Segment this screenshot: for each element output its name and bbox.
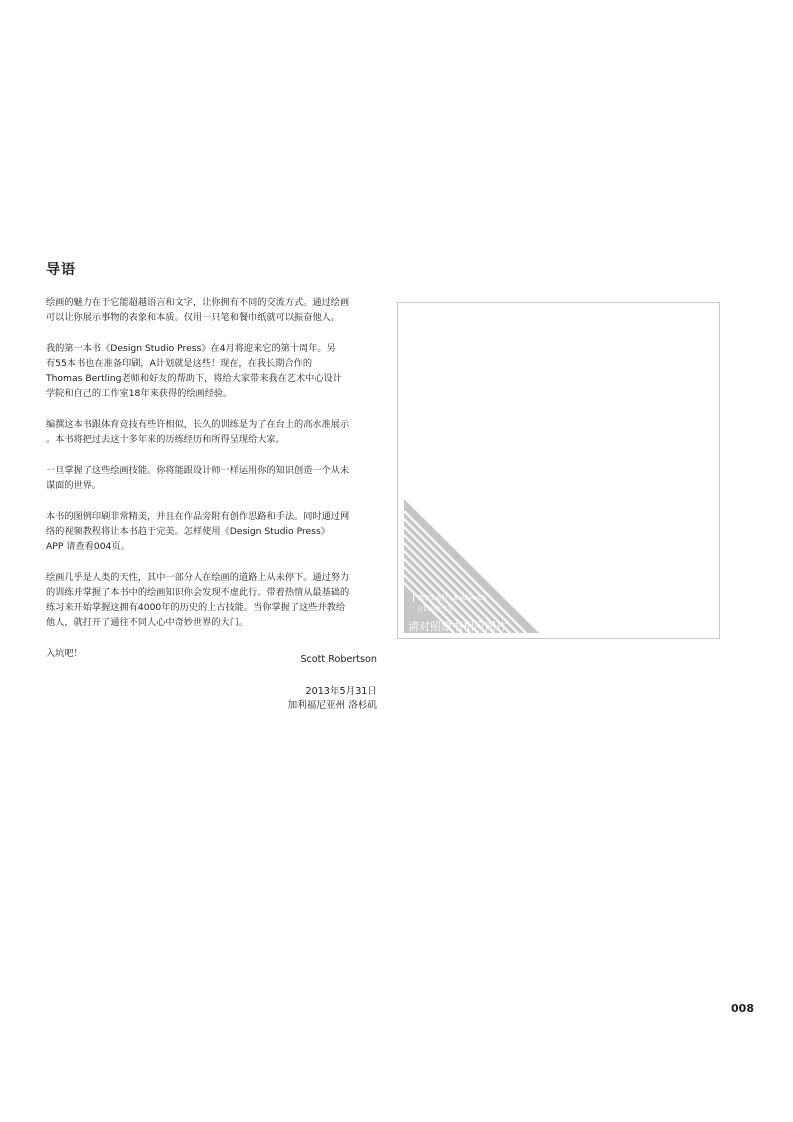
text-line: 本书的图例印刷非常精美，并且在作品旁附有创作思路和手法。同时通过网 <box>46 511 350 522</box>
text-line: 的训练并掌握了本书中的绘画知识你会发现不虚此行。带着热情从最基础的 <box>46 587 350 598</box>
watermark-note: 仅供内部学习 <box>417 606 454 613</box>
text-line: 绘画几乎是人类的天性，其中一部分人在绘画的道路上从未停下。通过努力 <box>46 572 350 583</box>
text-line: 入坑吧！ <box>46 648 83 659</box>
watermark-account: 微信公众号：MedlineCG <box>413 593 486 602</box>
text-line: Thomas Bertling老师和好友的帮助下，将给大家带来我在艺术中心设计 <box>46 373 342 384</box>
section-heading: 导语 <box>46 262 76 278</box>
text-line: 络的视频教程将让本书趋于完美。怎样使用《Design Studio Press》 <box>46 526 330 537</box>
text-line: 谋面的世界。 <box>46 480 102 491</box>
paragraph <box>46 570 378 630</box>
text-line: 编撰这本书跟体育竞技有些许相似，长久的训练是为了在台上的高水准展示 <box>46 419 350 430</box>
striped-triangle-graphic <box>398 303 718 637</box>
signature-date: 2013年5月31日 <box>305 686 377 697</box>
text-line: APP 请查看004页。 <box>46 541 130 552</box>
text-line: 。本书将把过去这十多年来的历练经历和所得呈现给大家。 <box>46 434 285 445</box>
text-line: 绘画的魅力在于它能超越语言和文字，让你拥有不同的交流方式。通过绘画 <box>46 297 350 308</box>
paragraph <box>46 295 378 325</box>
text-line: 可以让你展示事物的表象和本质。仅用一只笔和餐巾纸就可以振奋他人。 <box>46 312 340 323</box>
paragraph <box>46 341 378 401</box>
signature-place: 加利福尼亚州 洛杉矶 <box>287 700 377 711</box>
text-line: 练习来开始掌握这拥有4000年的历史的上古技能。当你掌握了这些并教给 <box>46 602 346 613</box>
paragraph <box>46 509 378 554</box>
author-signature: Scott Robertson <box>300 654 377 665</box>
intro-body <box>46 295 378 677</box>
placeholder-notice: 请对照原书相应图片 <box>408 620 507 633</box>
text-line: 学院和自己的工作室18年来获得的绘画经验。 <box>46 388 233 399</box>
text-line: 有55本书也在准备印刷，A计划就是这些！现在，在我长期合作的 <box>46 358 313 369</box>
text-line: 我的第一本书《Design Studio Press》在4月将迎来它的第十周年。另 <box>46 343 336 354</box>
text-line: 一旦掌握了这些绘画技能。你将能跟设计师一样运用你的知识创造一个从未 <box>46 465 350 476</box>
image-placeholder-frame <box>397 302 720 639</box>
page-number: 008 <box>731 1002 754 1015</box>
paragraph <box>46 417 378 447</box>
text-line: 他人，就打开了通往不同人心中奇妙世界的大门。 <box>46 617 249 628</box>
paragraph <box>46 463 378 493</box>
